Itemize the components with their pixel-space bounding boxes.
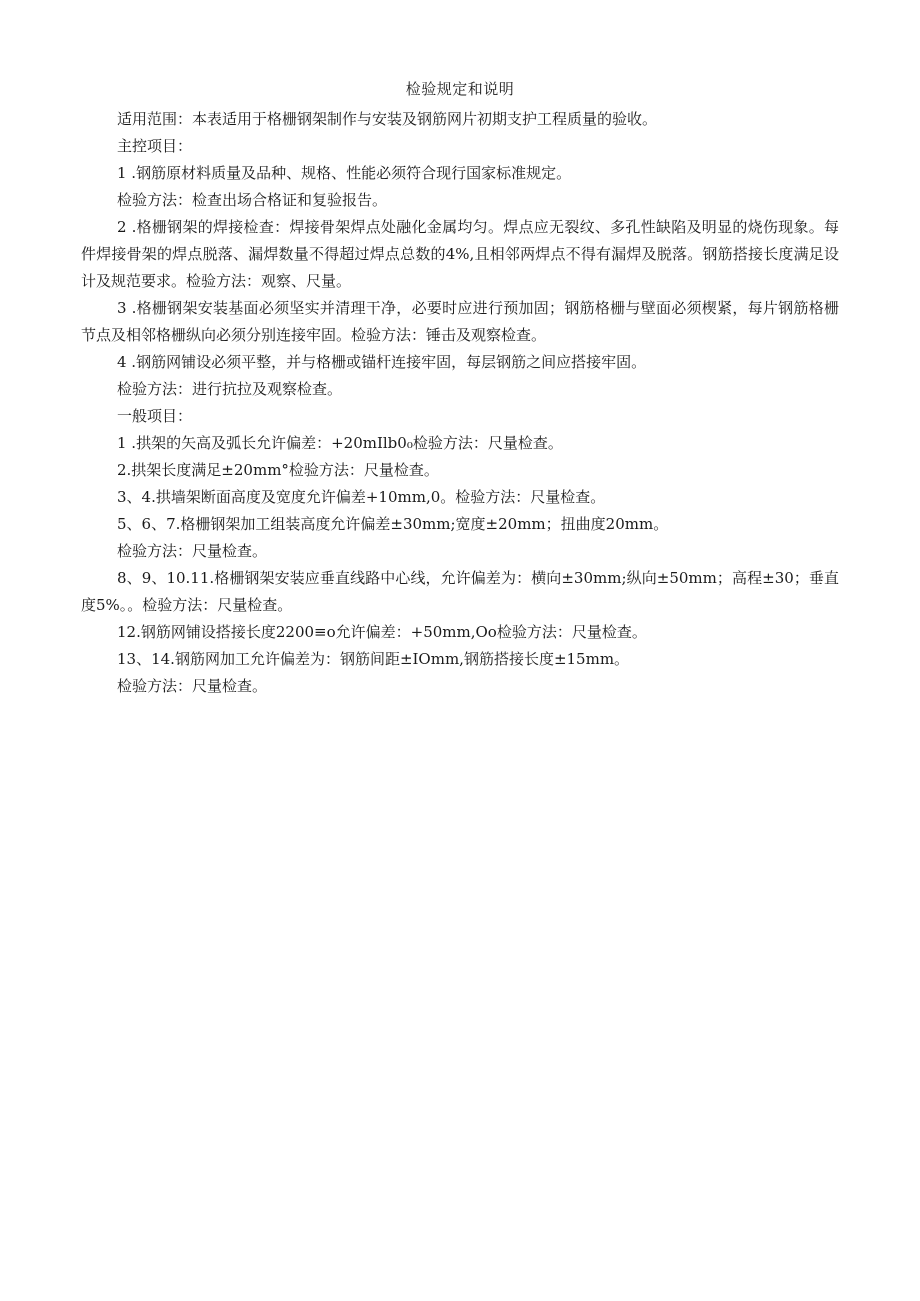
paragraph-scope: 适用范围：本表适用于格栅钢架制作与安装及钢筋网片初期支护工程质量的验收。 <box>117 110 658 128</box>
paragraph-main-1: 1 .钢筋原材料质量及品种、规格、性能必须符合现行国家标准规定。 <box>117 164 572 182</box>
paragraph-general-5-7: 5、6、7.格栅钢架加工组装高度允许偏差±30mm;宽度±20mm；扭曲度20mm。 <box>117 515 669 533</box>
paragraph-general-13-14: 13、14.钢筋网加工允许偏差为：钢筋间距±IOmm,钢筋搭接长度±15mm。 <box>117 650 630 668</box>
paragraph-general-1: 1 .拱架的矢高及弧长允许偏差：+20mIlb0₀检验方法：尺量检查。 <box>117 434 563 452</box>
paragraph-general-2: 2.拱架长度满足±20mm°检验方法：尺量检查。 <box>117 461 439 479</box>
paragraph-main-2: 2 .格栅钢架的焊接检查：焊接骨架焊点处融化金属均匀。焊点应无裂纹、多孔性缺陷及明显的烧伤现象。每件焊接骨架的焊点脱落、漏焊数量不得超过焊点总数的4%,且相邻两焊点不得有漏焊及脱落。钢筋搭接长度满足设计及规范要求。检验方法：观察、尺量。 <box>81 218 839 290</box>
paragraph-main-4-method: 检验方法：进行抗拉及观察检查。 <box>117 380 343 398</box>
paragraph-general-3-4: 3、4.拱墙架断面高度及宽度允许偏差+10mm,0。检验方法：尺量检查。 <box>117 488 606 506</box>
heading-main-items: 主控项目： <box>117 137 193 155</box>
paragraph-general-13-14-method: 检验方法：尺量检查。 <box>117 677 268 695</box>
paragraph-main-1-method: 检验方法：检查出场合格证和复验报告。 <box>117 191 388 209</box>
paragraph-main-4: 4 .钢筋网铺设必须平整，并与格栅或锚杆连接牢固，每层钢筋之间应搭接牢固。 <box>117 353 647 371</box>
document-body <box>81 106 839 700</box>
heading-general-items: 一般项目： <box>117 407 193 425</box>
paragraph-general-8-11: 8、9、10.11.格栅钢架安装应垂直线路中心线，允许偏差为：横向±30mm;纵向±50mm；高程±30；垂直度5%。。检验方法：尺量检查。 <box>81 569 839 614</box>
document-title: 检验规定和说明 <box>405 80 515 98</box>
paragraph-general-12: 12.钢筋网铺设搭接长度2200≡o允许偏差：+50mm,Oo检验方法：尺量检查。 <box>117 623 647 641</box>
paragraph-main-3: 3 .格栅钢架安装基面必须坚实并清理干净，必要时应进行预加固；钢筋格栅与壁面必须楔紧，每片钢筋格栅节点及相邻格栅纵向必须分别连接牢固。检验方法：锤击及观察检查。 <box>81 299 839 344</box>
paragraph-general-5-7-method: 检验方法：尺量检查。 <box>117 542 268 560</box>
